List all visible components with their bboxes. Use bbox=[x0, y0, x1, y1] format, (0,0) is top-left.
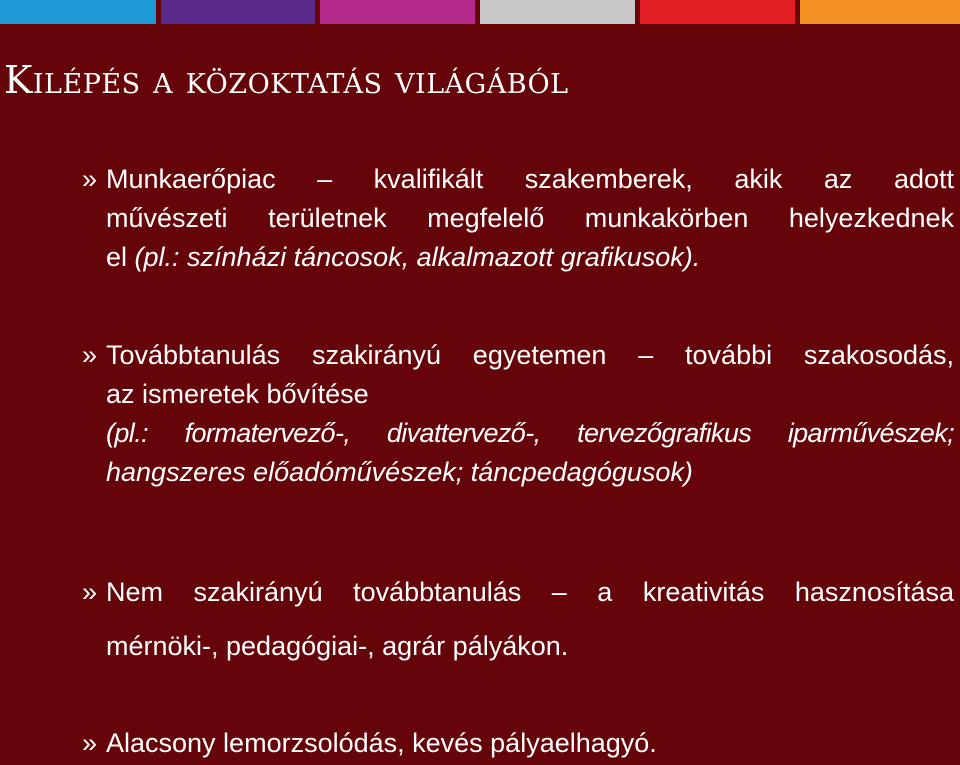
bullet-item-non-specialized-studies bbox=[82, 565, 954, 673]
bullet-marker: » bbox=[82, 728, 98, 758]
bullet-item-low-dropout bbox=[82, 724, 954, 763]
color-stripe-blue bbox=[0, 0, 156, 24]
color-stripe-red bbox=[640, 0, 795, 24]
top-color-bar bbox=[0, 0, 960, 24]
bullet-line: Továbbtanulás szakirányú egyetemen – további szakosodás, bbox=[106, 340, 954, 370]
bullet-example: (pl.: színházi táncosok, alkalmazott grafikusok). bbox=[134, 242, 701, 272]
color-stripe-orange bbox=[800, 0, 960, 24]
bullet-example: (pl.: formatervező-, divattervező-, tervezőgrafikus iparművészek; bbox=[106, 418, 954, 448]
slide-title: Kilépés a közoktatás világából bbox=[4, 58, 569, 102]
bullet-line: Nem szakirányú továbbtanulás – a kreativitás hasznosítása bbox=[106, 577, 954, 607]
color-stripe-magenta bbox=[320, 0, 475, 24]
bullet-text bbox=[106, 724, 954, 763]
bullet-marker: » bbox=[82, 340, 98, 370]
bullet-line: Alacsony lemorzsolódás, kevés pályaelhagyó. bbox=[106, 728, 657, 758]
bullet-line: Munkaerőpiac – kvalifikált szakemberek, akik az adott bbox=[106, 164, 954, 194]
bullet-text bbox=[106, 160, 954, 277]
bullet-line: az ismeretek bővítése bbox=[106, 379, 369, 409]
bullet-line: művészeti területnek megfelelő munkakörben helyezkednek bbox=[106, 203, 954, 233]
bullet-marker: » bbox=[82, 577, 98, 607]
bullet-item-labor-market bbox=[82, 160, 954, 277]
color-stripe-gray bbox=[480, 0, 635, 24]
bullet-line: mérnöki-, pedagógiai-, agrár pályákon. bbox=[106, 631, 569, 661]
bullet-line bbox=[106, 238, 954, 277]
bullet-line-text: el bbox=[106, 242, 135, 272]
bullet-text bbox=[106, 565, 954, 673]
bullet-text bbox=[106, 336, 954, 492]
bullet-marker: » bbox=[82, 164, 98, 194]
color-stripe-purple bbox=[161, 0, 315, 24]
bullet-item-further-studies bbox=[82, 336, 954, 492]
bullet-example: hangszeres előadóművészek; táncpedagógusok) bbox=[106, 457, 693, 487]
